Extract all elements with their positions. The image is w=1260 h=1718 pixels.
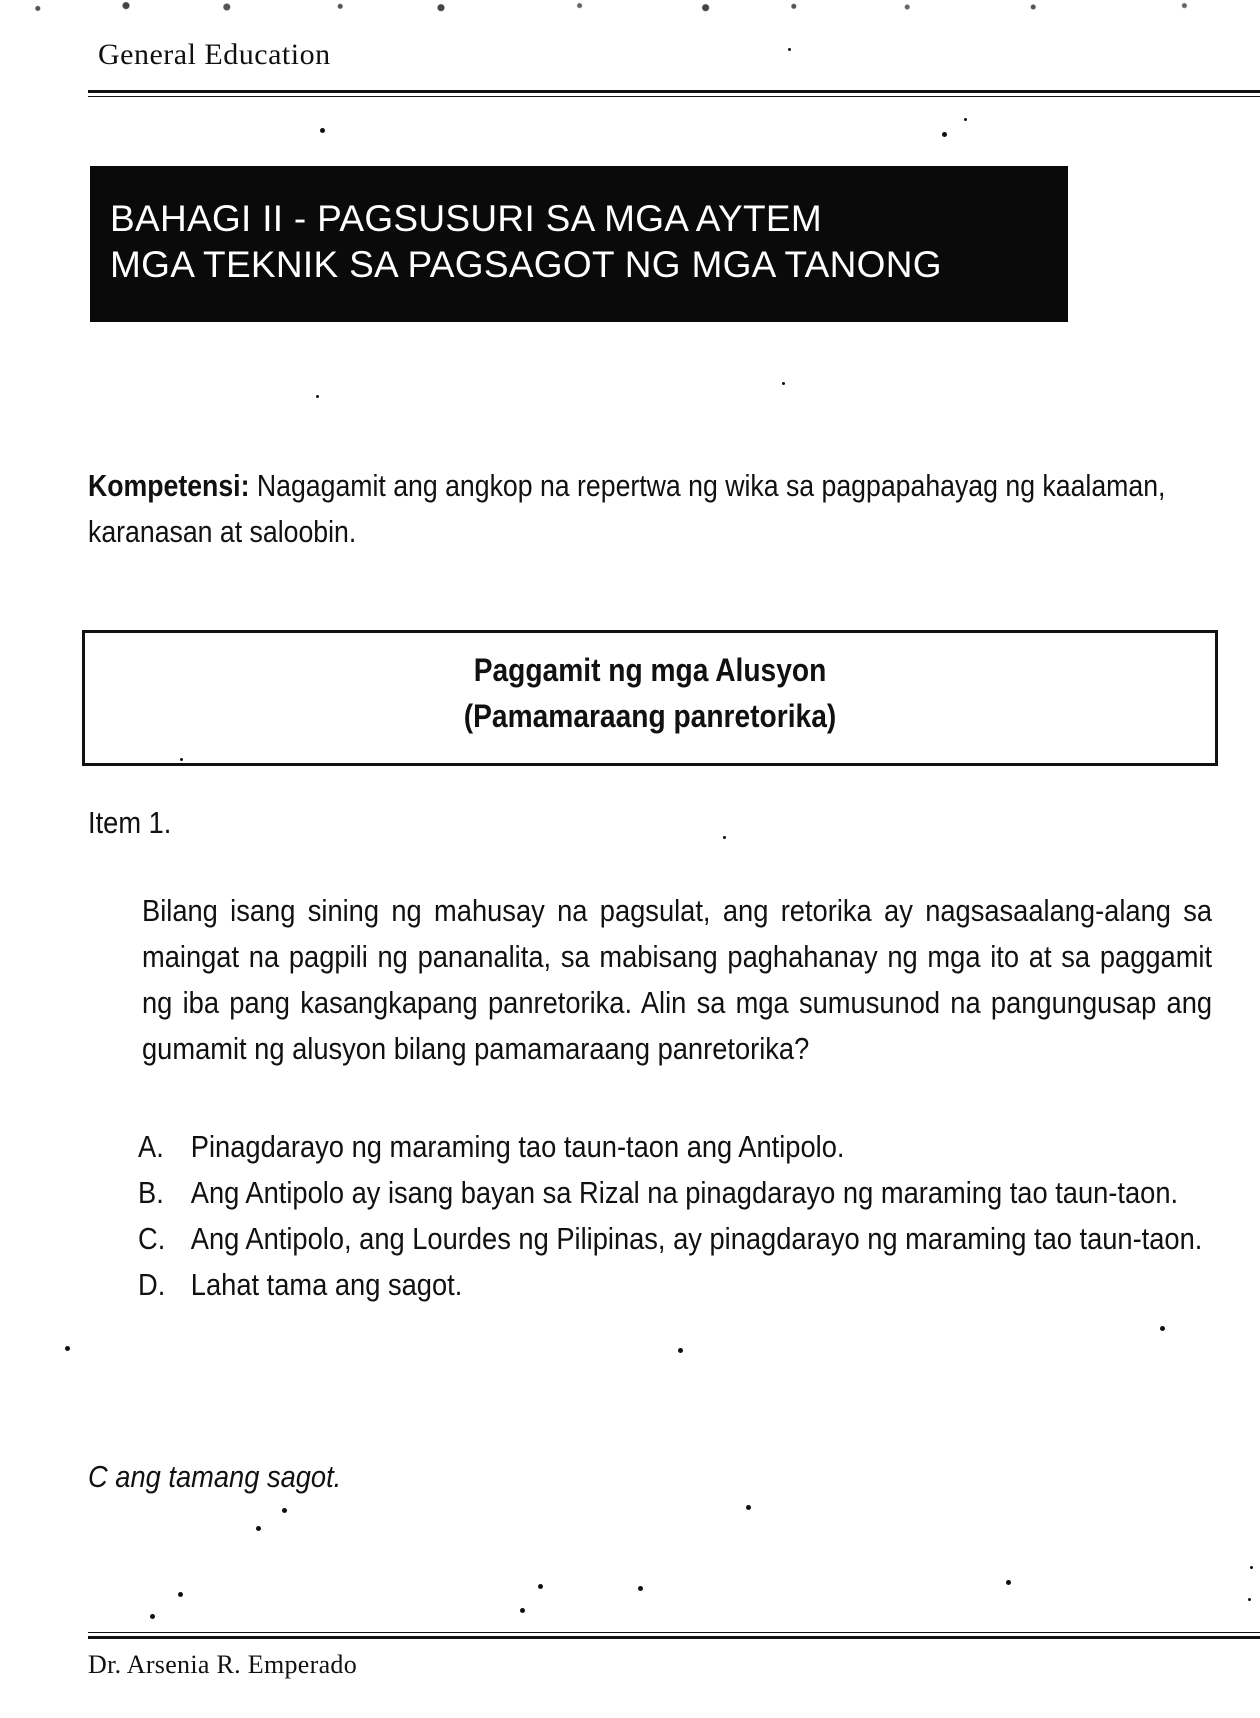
- choice-text: Ang Antipolo, ang Lourdes ng Pilipinas, ay pinagdarayo ng maraming tao taun-taon.: [190, 1221, 1203, 1256]
- scan-speck: [1248, 1598, 1251, 1601]
- scan-noise: [0, 0, 1260, 14]
- banner-line-2: MGA TEKNIK SA PAGSAGOT NG MGA TANONG: [110, 244, 942, 285]
- scan-speck: [1006, 1580, 1011, 1585]
- section-banner: [90, 166, 1068, 322]
- scan-speck: [150, 1614, 155, 1619]
- competency-label: Kompetensi:: [88, 468, 250, 503]
- choice-text: Lahat tama ang sagot.: [190, 1267, 463, 1302]
- topic-title: Paggamit ng mga Alusyon: [473, 652, 827, 688]
- question-paragraph: [142, 888, 1213, 1072]
- scan-speck: [942, 132, 947, 137]
- item-label: Item 1.: [88, 805, 172, 840]
- scan-speck: [520, 1608, 525, 1613]
- choice-c: [138, 1216, 1213, 1262]
- choice-list: [138, 1124, 1213, 1308]
- scan-speck: [320, 128, 325, 133]
- scan-speck: [180, 758, 183, 761]
- topic-subtitle: (Pamamaraang panretorika): [463, 698, 837, 734]
- footer-rule: [88, 1636, 1260, 1639]
- question-text: Bilang isang sining ng mahusay na pagsulat, ang retorika ay nagsasaalang-alang sa maingat na pagpili ng pananalita, sa mabisang paghahanay ng mga ito at sa paggamit ng iba pang kasangkapang panretorika. Alin sa mga sumusunod na pangungusap ang gumamit ng alusyon bilang pamamaraang panretorika?: [142, 893, 1213, 1066]
- header-rule: [88, 90, 1260, 93]
- scan-speck: [1160, 1326, 1165, 1331]
- scan-speck: [678, 1348, 683, 1353]
- choice-b: [138, 1170, 1213, 1216]
- choice-letter: D.: [138, 1267, 166, 1302]
- scan-speck: [788, 48, 791, 51]
- topic-box: [82, 630, 1218, 766]
- scan-speck: [782, 382, 785, 385]
- choice-d: [138, 1262, 1213, 1308]
- scan-speck: [282, 1508, 287, 1513]
- scan-speck: [723, 836, 726, 839]
- scan-speck: [538, 1584, 543, 1589]
- scan-speck: [964, 118, 967, 121]
- choice-letter: A.: [138, 1129, 164, 1164]
- scan-speck: [178, 1592, 183, 1597]
- running-header: General Education: [98, 38, 331, 71]
- scan-speck: [746, 1505, 751, 1510]
- banner-line-1: BAHAGI II - PAGSUSURI SA MGA AYTEM: [110, 198, 822, 239]
- author-footer: Dr. Arsenia R. Emperado: [88, 1650, 358, 1679]
- choice-letter: B.: [138, 1175, 164, 1210]
- scan-speck: [1250, 1566, 1253, 1569]
- header-rule-thin: [88, 96, 1260, 97]
- scan-speck: [316, 395, 319, 398]
- scan-speck: [65, 1346, 70, 1351]
- choice-letter: C.: [138, 1221, 166, 1256]
- choice-text: Pinagdarayo ng maraming tao taun-taon ang Antipolo.: [190, 1129, 845, 1164]
- answer-text: C ang tamang sagot.: [88, 1459, 342, 1494]
- choice-text: Ang Antipolo ay isang bayan sa Rizal na pinagdarayo ng maraming tao taun-taon.: [190, 1175, 1179, 1210]
- choice-a: [138, 1124, 1213, 1170]
- scan-speck: [638, 1586, 643, 1591]
- competency-paragraph: [88, 463, 1166, 555]
- footer-rule-thin: [88, 1632, 1260, 1633]
- scan-speck: [256, 1526, 261, 1531]
- competency-text: Nagagamit ang angkop na repertwa ng wika sa pagpapahayag ng kaalaman, karanasan at saloobin.: [88, 468, 1166, 549]
